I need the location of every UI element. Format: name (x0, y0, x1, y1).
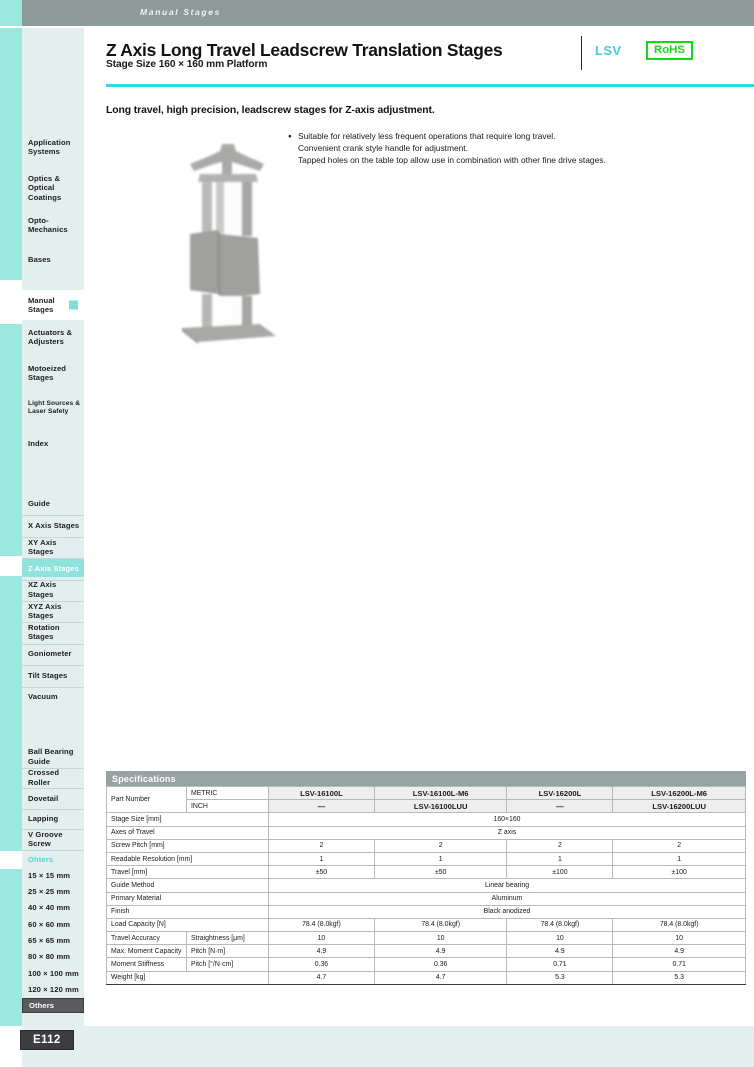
sidebar-item-label: Goniometer (28, 649, 72, 659)
page-title: Z Axis Long Travel Leadscrew Translation Stages (106, 40, 503, 60)
sidebar-item-optics-optical-coatings[interactable] (22, 168, 84, 208)
table-row-guide-method (107, 879, 746, 892)
sidebar-item-label: 80 × 80 mm (28, 952, 71, 962)
sidebar-item-size-80-80-mm[interactable] (22, 950, 84, 965)
sidebar-item-index[interactable] (22, 434, 84, 454)
row-value: 1 (507, 852, 613, 865)
table-row-moment-stiffness (107, 958, 746, 971)
row-value: 0.71 (507, 958, 613, 971)
sidebar-item-size-25-25-mm[interactable] (22, 884, 84, 899)
sidebar-item-actuators-adjusters[interactable] (22, 322, 84, 352)
row-value-span: Z axis (269, 826, 746, 839)
inch-part-number: LSV-16200LUU (613, 800, 746, 813)
row-value: 2 (374, 839, 507, 852)
product-photo (160, 138, 296, 348)
sidebar-item-size-120-120-mm[interactable] (22, 982, 84, 997)
row-value: 4.9 (374, 945, 507, 958)
row-value: 10 (613, 932, 746, 945)
row-label: Screw Pitch [mm] (107, 839, 269, 852)
sidebar-item-xy-axis-stages[interactable] (22, 537, 84, 556)
sidebar-item-label: Ball Bearing Guide (28, 747, 74, 766)
sidebar-item-light-sources-laser-safety[interactable] (22, 394, 84, 422)
sidebar-item-guide[interactable] (22, 494, 84, 513)
sidebar-item-label: Z Axis Stages (28, 563, 79, 573)
sidebar-item-size-15-15-mm[interactable] (22, 868, 84, 883)
sidebar-item-label: 120 × 120 mm (28, 984, 79, 994)
part-number-label: Part Number (107, 787, 187, 813)
table-row-finish (107, 905, 746, 918)
sidebar-item-label: Guide (28, 498, 51, 508)
sidebar-item-z-axis-stages[interactable] (22, 558, 84, 577)
row-value: 5.3 (613, 971, 746, 984)
row-label: Travel Accuracy (107, 932, 187, 945)
sidebar-item-application-systems[interactable] (22, 132, 84, 162)
rohs-badge: RoHS (646, 41, 693, 60)
sidebar-item-label: Vacuum (28, 691, 58, 701)
sidebar-item-size-65-65-mm[interactable] (22, 933, 84, 948)
sidebar-item-size-others[interactable] (22, 998, 84, 1013)
metric-part-number: LSV-16200L (507, 787, 613, 800)
row-label: Travel [mm] (107, 866, 269, 879)
metric-part-number: LSV-16100L (269, 787, 375, 800)
spine-notch-z-axis (0, 556, 22, 576)
inch-label: INCH (187, 800, 269, 813)
sidebar-item-goniometer[interactable] (22, 644, 84, 663)
row-value: ±50 (374, 866, 507, 879)
sidebar-item-manual-stages[interactable] (22, 290, 84, 320)
specifications-block (106, 771, 746, 985)
sidebar-item-label: Motoeized Stages (28, 363, 67, 382)
row-value: 4.9 (507, 945, 613, 958)
inch-part-number: LSV-16100LUU (374, 800, 507, 813)
table-row-load-capacity-n (107, 918, 746, 931)
sidebar-item-label: XYZ Axis Stages (28, 601, 62, 620)
row-value: 4.9 (613, 945, 746, 958)
row-value: 78.4 (8.0kgf) (507, 918, 613, 931)
row-value-span: Aluminum (269, 892, 746, 905)
row-value: ±100 (613, 866, 746, 879)
sidebar-item-label: Application Systems (28, 137, 71, 156)
left-accent-spine (0, 0, 22, 1067)
inch-part-number: — (269, 800, 375, 813)
feature-list (288, 131, 698, 167)
content-sheet (84, 26, 754, 1026)
row-value: 4.7 (269, 971, 375, 984)
active-section-marker (69, 301, 78, 310)
table-row-part-number-metric (107, 787, 746, 800)
sidebar-item-x-axis-stages[interactable] (22, 515, 84, 534)
table-row-part-number-inch (107, 800, 746, 813)
row-value: 2 (269, 839, 375, 852)
sidebar-item-label: Others (29, 1001, 55, 1011)
row-value: 4.7 (374, 971, 507, 984)
row-value: 5.3 (507, 971, 613, 984)
sidebar-item-motoeized-stages[interactable] (22, 358, 84, 388)
row-value: 78.4 (8.0kgf) (269, 918, 375, 931)
table-row-axes-of-travel (107, 826, 746, 839)
sidebar-item-label: Ohters (28, 855, 54, 865)
sidebar-item-xz-axis-stages[interactable] (22, 580, 84, 599)
table-row-travel-mm (107, 866, 746, 879)
sidebar-item-vacuum[interactable] (22, 687, 84, 706)
row-value: 0.71 (613, 958, 746, 971)
sidebar-item-label: Lapping (28, 814, 59, 824)
row-value: ±100 (507, 866, 613, 879)
row-label: Guide Method (107, 879, 269, 892)
row-value: 10 (507, 932, 613, 945)
row-label: Finish (107, 905, 269, 918)
table-row-max-moment-capacity (107, 945, 746, 958)
bottom-strip (84, 1026, 754, 1067)
row-sublabel: Straightness [μm] (187, 932, 269, 945)
sidebar-item-ball-bearing-guide[interactable] (22, 747, 84, 766)
sidebar-item-label: Light Sources & Laser Safety (28, 400, 81, 415)
title-underline-rule (106, 84, 754, 87)
row-label: Primary Material (107, 892, 269, 905)
page-subtitle: Stage Size 160 × 160 mm Platform (106, 59, 268, 70)
sidebar-item-label: Bases (28, 255, 51, 265)
sidebar-item-label: Index (28, 439, 49, 449)
sidebar-item-label: V Groove Screw (28, 830, 63, 849)
sidebar-item-label: Actuators & Adjusters (28, 327, 73, 346)
table-row-readable-resolution-mm (107, 852, 746, 865)
sidebar-item-dovetail[interactable] (22, 788, 84, 807)
sidebar-item-label: Crossed Roller (28, 768, 60, 787)
row-label: Max. Moment Capacity (107, 945, 187, 958)
table-row-stage-size-mm (107, 813, 746, 826)
row-value: ±50 (269, 866, 375, 879)
sidebar-item-label: 40 × 40 mm (28, 903, 71, 913)
sidebar-item-label: X Axis Stages (28, 520, 80, 530)
sidebar-item-label: Dovetail (28, 793, 59, 803)
sidebar-item-rotation-stages[interactable] (22, 622, 84, 641)
title-divider (581, 36, 582, 70)
row-value: 10 (269, 932, 375, 945)
specifications-heading: Specifications (106, 771, 746, 786)
feature-item: ● Tapped holes on the table top allow use in combination with other fine drive stages. (288, 155, 698, 167)
metric-part-number: LSV-16100L-M6 (374, 787, 507, 800)
section-label: Manual Stages (140, 7, 221, 17)
row-sublabel: Pitch [N·m] (187, 945, 269, 958)
row-value-span: Black anodized (269, 905, 746, 918)
sidebar-item-size-60-60-mm[interactable] (22, 917, 84, 932)
sidebar-item-size-40-40-mm[interactable] (22, 901, 84, 916)
spine-notch-top (0, 26, 22, 28)
sidebar-item-ohters[interactable] (22, 850, 84, 869)
lead-paragraph: Long travel, high precision, leadscrew stages for Z-axis adjustment. (106, 105, 435, 116)
feature-item: ● Convenient crank style handle for adjustment. (288, 143, 698, 155)
row-label: Load Capacity [N] (107, 918, 269, 931)
sidebar-item-bases[interactable] (22, 250, 84, 270)
sidebar (22, 28, 84, 1067)
sidebar-item-label: 60 × 60 mm (28, 919, 71, 929)
specifications-table (106, 786, 746, 985)
row-value: 1 (374, 852, 507, 865)
table-row-primary-material (107, 892, 746, 905)
sidebar-item-label: XZ Axis Stages (28, 580, 57, 599)
row-value: 0.36 (269, 958, 375, 971)
sidebar-item-label: Optics & Optical Coatings (28, 174, 62, 202)
top-section-bar (22, 0, 754, 26)
row-value: 4.9 (269, 945, 375, 958)
table-row-travel-accuracy (107, 932, 746, 945)
sidebar-item-crossed-roller[interactable] (22, 768, 84, 787)
series-code-label: LSV (595, 43, 622, 58)
row-value: 1 (613, 852, 746, 865)
sidebar-item-opto-mechanics[interactable] (22, 210, 84, 240)
sidebar-item-tilt-stages[interactable] (22, 665, 84, 684)
row-label: Moment Stiffness (107, 958, 187, 971)
inch-part-number: — (507, 800, 613, 813)
row-value: 10 (374, 932, 507, 945)
feature-item: ● Suitable for relatively less frequent operations that require long travel. (288, 131, 698, 143)
metric-part-number: LSV-16200L-M6 (613, 787, 746, 800)
row-value-span: Linear bearing (269, 879, 746, 892)
page-number: E112 (20, 1030, 74, 1050)
row-value: 2 (613, 839, 746, 852)
table-row-screw-pitch-mm (107, 839, 746, 852)
sidebar-item-label: Tilt Stages (28, 670, 68, 680)
spine-notch-ohters (0, 851, 22, 869)
row-label: Stage Size [mm] (107, 813, 269, 826)
sidebar-item-label: Rotation Stages (28, 623, 60, 642)
sidebar-item-label: Opto-Mechanics (28, 215, 68, 234)
sidebar-item-xyz-axis-stages[interactable] (22, 601, 84, 620)
row-value: 2 (507, 839, 613, 852)
metric-label: METRIC (187, 787, 269, 800)
row-value: 0.36 (374, 958, 507, 971)
sidebar-item-label: 25 × 25 mm (28, 887, 71, 897)
row-value: 78.4 (8.0kgf) (613, 918, 746, 931)
sidebar-item-lapping[interactable] (22, 809, 84, 828)
row-label: Weight [kg] (107, 971, 269, 984)
row-value: 78.4 (8.0kgf) (374, 918, 507, 931)
sidebar-item-v-groove-screw[interactable] (22, 829, 84, 848)
sidebar-item-label: 100 × 100 mm (28, 968, 79, 978)
spine-notch-bottom (0, 1026, 22, 1067)
row-value-span: 160×160 (269, 813, 746, 826)
sidebar-item-label: 65 × 65 mm (28, 936, 71, 946)
table-row-weight (107, 971, 746, 984)
spine-notch-manual-stages (0, 280, 22, 324)
sidebar-item-size-100-100-mm[interactable] (22, 966, 84, 981)
sidebar-item-label: Manual Stages (28, 295, 55, 314)
sidebar-item-label: XY Axis Stages (28, 537, 57, 556)
row-label: Readable Resolution [mm] (107, 852, 269, 865)
sidebar-item-label: 15 × 15 mm (28, 870, 71, 880)
row-label: Axes of Travel (107, 826, 269, 839)
row-sublabel: Pitch [°/N·cm] (187, 958, 269, 971)
row-value: 1 (269, 852, 375, 865)
